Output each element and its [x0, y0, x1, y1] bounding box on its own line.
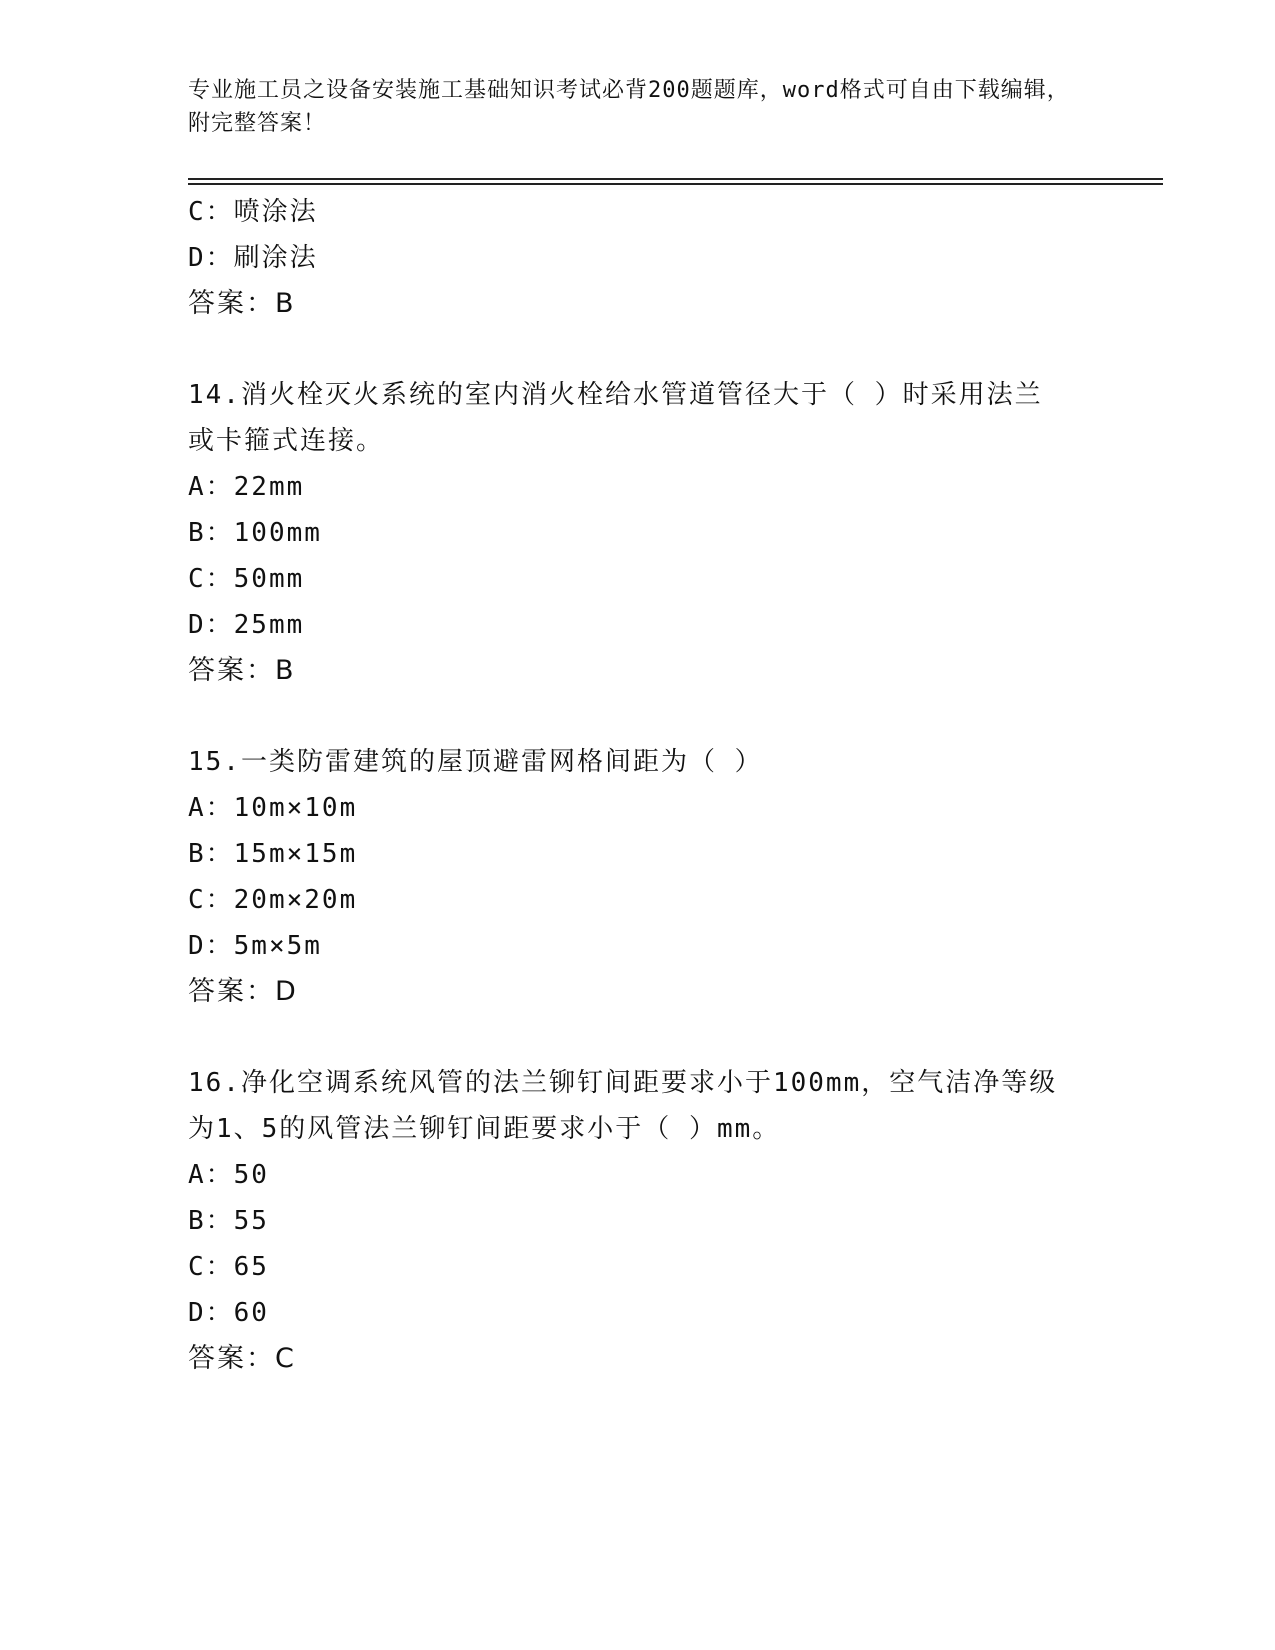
option-c: C：喷涂法: [188, 197, 318, 227]
spacer: [188, 327, 1088, 372]
question-stem: 15.一类防雷建筑的屋顶避雷网格间距为（ ）: [188, 747, 763, 777]
document-header: [188, 74, 1088, 140]
answer-line: 答案：D: [188, 976, 298, 1007]
option-d: D：5m×5m: [188, 931, 322, 961]
option-c: C：20m×20m: [188, 885, 358, 915]
header-rule-bottom: [188, 183, 1163, 185]
option-d: D：25mm: [188, 610, 305, 640]
option-b: B：100mm: [188, 518, 322, 548]
question-fragment: [188, 189, 1088, 327]
option-c: C：65: [188, 1252, 269, 1282]
spacer: [188, 1015, 1088, 1060]
header-rule-top: [188, 178, 1163, 180]
spacer: [188, 694, 1088, 739]
question-15: [188, 739, 1088, 1015]
option-b: B：15m×15m: [188, 839, 358, 869]
question-16: [188, 1060, 1088, 1382]
option-d: D：刷涂法: [188, 243, 318, 273]
question-14: [188, 372, 1088, 694]
answer-line: 答案：C: [188, 1343, 296, 1374]
question-stem: 16.净化空调系统风管的法兰铆钉间距要求小于100mm，空气洁净等级为1、5的风管法兰铆钉间距要求小于（ ）mm。: [188, 1068, 1058, 1144]
question-list: [188, 189, 1088, 1382]
question-stem: 14.消火栓灭火系统的室内消火栓给水管道管径大于（ ）时采用法兰或卡箍式连接。: [188, 380, 1043, 456]
option-d: D：60: [188, 1298, 269, 1328]
answer-line: 答案：B: [188, 288, 296, 319]
option-a: A：50: [188, 1160, 269, 1190]
document-title: 专业施工员之设备安装施工基础知识考试必背200题题库，word格式可自由下载编辑，附完整答案！: [188, 78, 1070, 136]
option-c: C：50mm: [188, 564, 305, 594]
option-a: A：10m×10m: [188, 793, 358, 823]
option-b: B：55: [188, 1206, 269, 1236]
option-a: A：22mm: [188, 472, 305, 502]
answer-line: 答案：B: [188, 655, 296, 686]
